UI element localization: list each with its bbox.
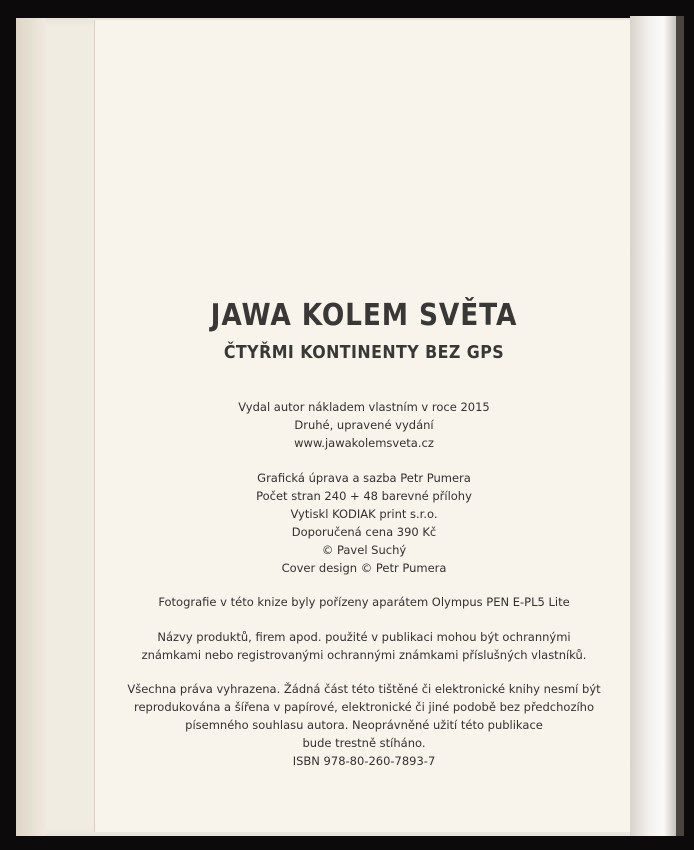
rights-line: bude trestně stíháno. [302, 736, 426, 750]
page-edge-right [630, 16, 678, 836]
rights-line: reprodukována a šířena v papírové, elektronické či jiné podobě bez předchozího [133, 700, 595, 714]
trademark-line: známkami nebo registrovanými ochrannými známkami příslušných vlastníků. [141, 648, 587, 662]
book-title: JAWA KOLEM SVĚTA [210, 298, 518, 333]
website-line: www.jawakolemsveta.cz [294, 436, 434, 450]
credits-line: Grafická úprava a sazba Petr Pumera [257, 471, 471, 485]
page-edge-dark [676, 16, 684, 836]
rights-line: písemného souhlasu autora. Neoprávněné užití této publikace [185, 718, 543, 732]
edition-line: Druhé, upravené vydání [294, 418, 434, 432]
book-spine-shadow [16, 18, 46, 836]
price-line: Doporučená cena 390 Kč [291, 525, 437, 539]
credits-line: Vytiskl KODIAK print s.r.o. [290, 507, 438, 521]
rights-line: Všechna práva vyhrazena. Žádná část této tištěné či elektronické knihy nesmí být [127, 682, 601, 696]
credits-line: Počet stran 240 + 48 barevné přílohy [256, 489, 472, 503]
cover-design-line: Cover design © Petr Pumera [281, 561, 447, 575]
book-subtitle: ČTYŘMI KONTINENTY BEZ GPS [223, 342, 505, 363]
isbn-line: ISBN 978-80-260-7893-7 [292, 754, 436, 768]
trademark-line: Názvy produktů, firem apod. použité v publikaci mohou být ochrannými [157, 630, 571, 644]
copyright-line: © Pavel Suchý [321, 543, 407, 557]
publisher-line: Vydal autor nákladem vlastním v roce 2015 [238, 400, 490, 414]
photo-note: Fotografie v této knize byly pořízeny aparátem Olympus PEN E-PL5 Lite [158, 595, 570, 609]
